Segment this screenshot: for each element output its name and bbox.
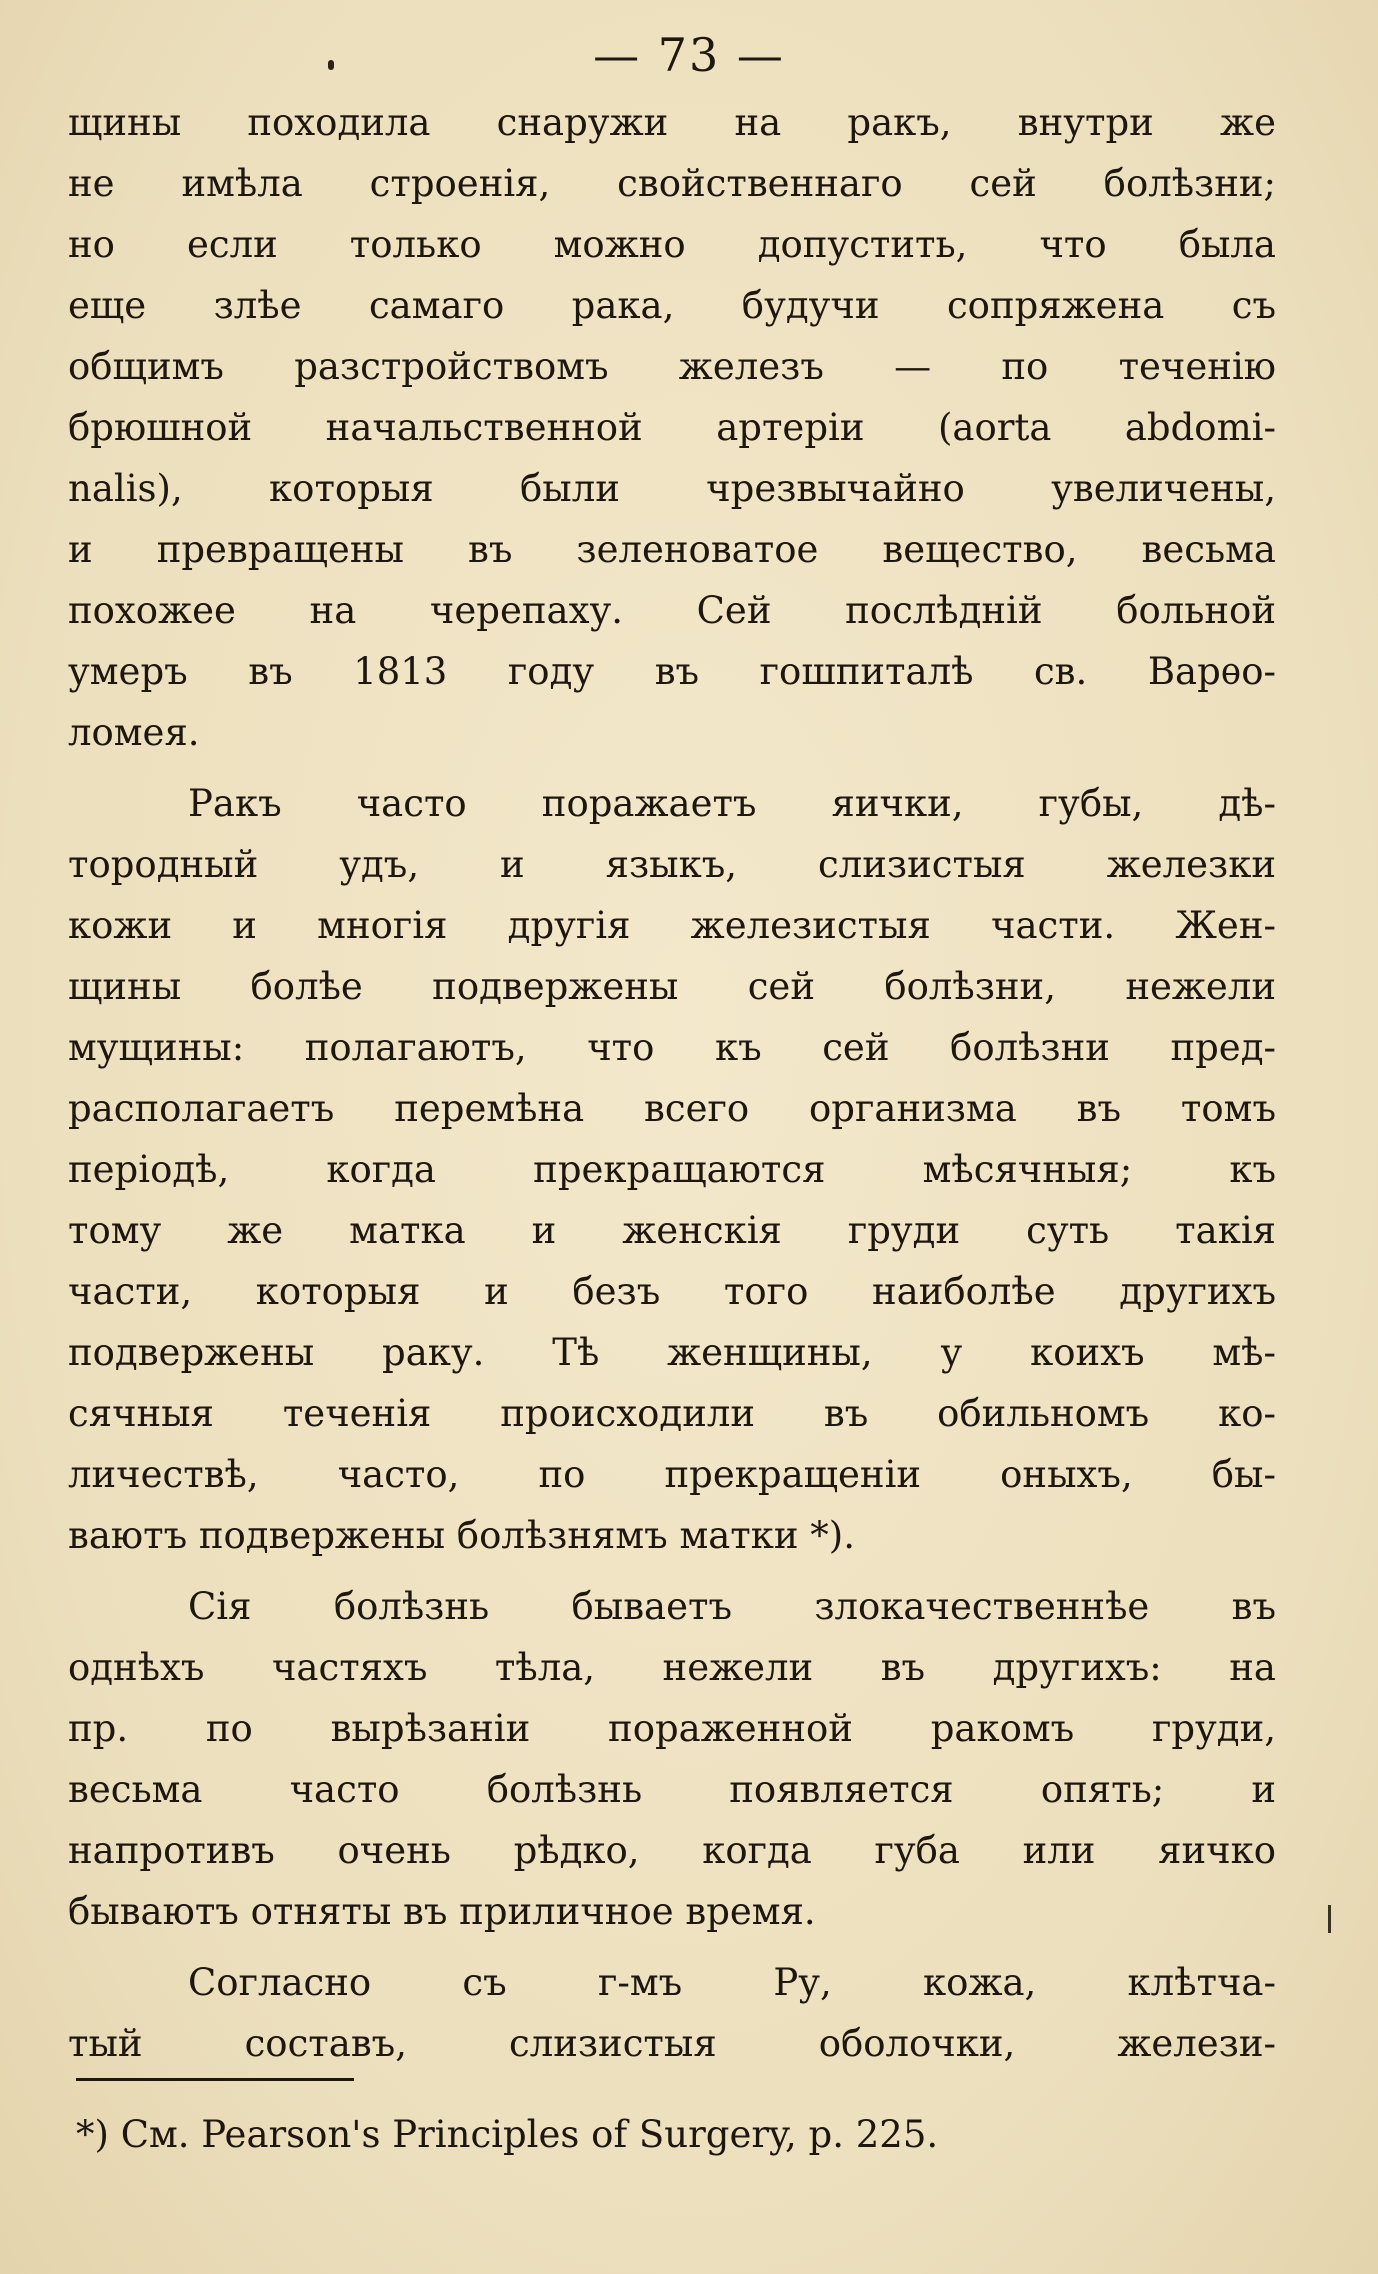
text-line: Сія болѣзнь бываетъ злокачественнѣе въ: [188, 1585, 1276, 1628]
text-line: бываютъ отняты въ приличное время.: [68, 1890, 816, 1933]
text-line: напротивъ очень рѣдко, когда губа или яичко: [68, 1829, 1276, 1872]
text-line: тый составъ, слизистыя оболочки, желези-: [68, 2022, 1276, 2065]
text-line: части, которыя и безъ того наиболѣе другихъ: [68, 1270, 1276, 1313]
text-line: подвержены раку. Тѣ женщины, у коихъ мѣ-: [68, 1331, 1276, 1374]
footnote: *) См. Pearson's Principles of Surgery, p. 225.: [76, 2113, 939, 2156]
text-line: nalis), которыя были чрезвычайно увеличены,: [68, 467, 1276, 510]
text-line: Согласно съ г-мъ Ру, кожа, клѣтча-: [188, 1961, 1276, 2004]
text-line: щины походила снаружи на ракъ, внутри же: [68, 101, 1276, 144]
text-line: не имѣла строенія, свойственнаго сей болѣзни;: [68, 162, 1276, 205]
text-line: Ракъ часто поражаетъ яички, губы, дѣ-: [188, 782, 1276, 825]
paragraph-gap: [68, 1566, 1276, 1576]
text-line: и превращены въ зеленоватое вещество, весьма: [68, 528, 1276, 571]
paragraph-gap: [68, 763, 1276, 773]
body-text: [68, 92, 1276, 2074]
footnote-rule: [76, 2078, 354, 2081]
text-line: ваютъ подвержены болѣзнямъ матки *).: [68, 1514, 855, 1557]
text-line: періодѣ, когда прекращаются мѣсячныя; къ: [68, 1148, 1276, 1191]
text-line: щины болѣе подвержены сей болѣзни, нежели: [68, 965, 1276, 1008]
text-line: ломея.: [68, 711, 200, 754]
text-line: мущины: полагаютъ, что къ сей болѣзни пред-: [68, 1026, 1276, 1069]
text-line: похожее на черепаху. Сей послѣдній больной: [68, 589, 1276, 632]
text-line: однѣхъ частяхъ тѣла, нежели въ другихъ: на: [68, 1646, 1276, 1689]
paragraph-gap: [68, 1942, 1276, 1952]
text-line: пр. по вырѣзаніи пораженной ракомъ груди,: [68, 1707, 1276, 1750]
text-line: умеръ въ 1813 году въ гошпиталѣ св. Варѳо-: [68, 650, 1276, 693]
text-line: весьма часто болѣзнь появляется опять; и: [68, 1768, 1276, 1811]
text-line: брюшной начальственной артеріи (aorta abdomi-: [68, 406, 1276, 449]
text-line: кожи и многія другія железистыя части. Жен-: [68, 904, 1276, 947]
text-line: но если только можно допустить, что была: [68, 223, 1276, 266]
text-line: сячныя теченія происходили въ обильномъ ко-: [68, 1392, 1276, 1435]
text-line: личествѣ, часто, по прекращеніи оныхъ, бы-: [68, 1453, 1276, 1496]
text-line: еще злѣе самаго рака, будучи сопряжена съ: [68, 284, 1276, 327]
text-line: тородный удъ, и языкъ, слизистыя железки: [68, 843, 1276, 886]
page-number: — 73 —: [593, 28, 785, 82]
margin-mark: [1328, 1905, 1331, 1933]
text-line: общимъ разстройствомъ железъ — по теченію: [68, 345, 1276, 388]
text-line: располагаетъ перемѣна всего организма въ томъ: [68, 1087, 1276, 1130]
text-line: тому же матка и женскія груди суть такія: [68, 1209, 1276, 1252]
